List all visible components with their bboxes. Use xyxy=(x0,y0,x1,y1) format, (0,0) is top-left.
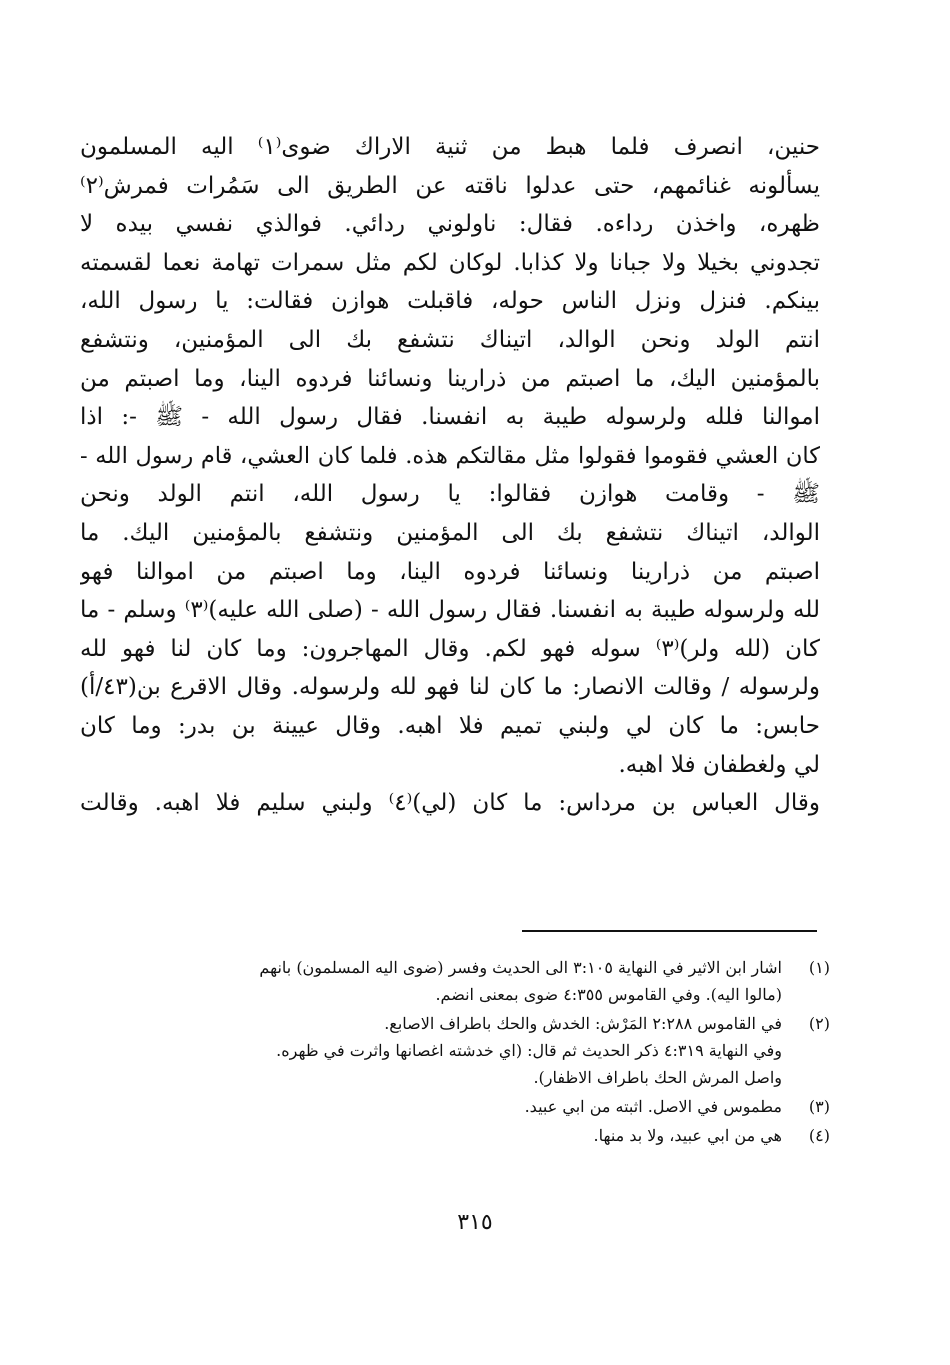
text-line: لله ولرسوله طيبة به انفسنا. فقال رسول الله - (صلى الله عليه)⁽٣⁾ وسلم - ما xyxy=(80,597,820,624)
footnote-number: (١) xyxy=(808,958,830,977)
text-line: اموالنا فلله ولرسوله طيبة به انفسنا. فقال رسول الله - ﷺ -: اذا xyxy=(80,404,820,431)
footnote-line: هي من ابي عبيد، ولا بد منها. xyxy=(593,1126,782,1145)
footnote-number: (٣) xyxy=(808,1097,830,1116)
page-number: ٣١٥ xyxy=(457,1210,493,1235)
footnote-line: مطموس في الاصل. اثبته من ابي عبيد. xyxy=(524,1097,782,1116)
footnote-3 xyxy=(150,1093,830,1120)
text-line: اصبتم من ذرارينا ونسائنا فردوه الينا، وما اصبتم من اموالنا فهو xyxy=(80,558,820,585)
text-line: حنين، انصرف فلما هبط من ثنية الاراك ضوى⁽١⁾ اليه المسلمون xyxy=(80,134,820,160)
text-line: الوالد، اتيناك نتشفع بك الى المؤمنين ونتشفع بالمؤمنين اليك. ما xyxy=(80,519,820,546)
text-line: يسألونه غنائمهم، حتى عدلوا ناقته عن الطريق الى سَمُرات فمرش⁽٢⁾ xyxy=(80,172,820,199)
text-line: كان (لله ولر)⁽٣⁾ سوله فهو لكم. وقال المهاجرون: وما كان لنا فهو لله xyxy=(80,635,820,662)
footnote-line: اشار ابن الاثير في النهاية ٣:١٠٥ الى الحديث وفسر (ضوى اليه المسلمون) بانهم xyxy=(259,958,782,977)
footnote-number: (٤) xyxy=(808,1126,830,1145)
footnote-line: واصل المرش الحك باطراف الاظفار). xyxy=(533,1068,782,1087)
text-line: انتم الولد ونحن الوالد، اتيناك نتشفع بك الى المؤمنين، ونتشفع xyxy=(80,326,820,353)
text-line: بالمؤمنين اليك، ما اصبتم من ذرارينا ونسائنا فردوه الينا، وما اصبتم من xyxy=(80,365,820,392)
footnotes xyxy=(150,954,830,1151)
footnote-2 xyxy=(150,1010,830,1091)
footnote-divider xyxy=(522,930,817,932)
footnote-line: في القاموس ٢:٢٨٨ المَرْش: الخدش والحك باطراف الاصابع. xyxy=(384,1014,782,1033)
text-line: ﷺ - وقامت هوازن فقالوا: يا رسول الله، انتم الولد ونحن xyxy=(80,481,820,508)
footnote-line: (مالوا اليه). وفي القاموس ٤:٣٥٥ ضوى بمعنى انضم. xyxy=(435,985,782,1004)
text-line: تجدوني بخيلا ولا جبانا ولا كذابا. لوكان لكم مثل سمرات تهامة نعما لقسمته xyxy=(80,249,820,276)
main-text xyxy=(80,128,820,823)
text-line: حابس: ما كان لي ولبني تميم فلا اهبه. وقال عيينة بن بدر: وما كان xyxy=(80,712,820,739)
footnote-1 xyxy=(150,954,830,1008)
text-line: ولرسوله / وقالت الانصار: ما كان لنا فهو لله ولرسوله. وقال الاقرع بن(٤٣/أ) xyxy=(80,674,820,701)
text-line: لي ولغطفان فلا اهبه. xyxy=(618,751,820,778)
text-line: ظهره، واخذن رداءه. فقال: ناولوني ردائي. فوالذي نفسي بيده لا xyxy=(80,211,820,238)
text-line: بينكم. فنزل ونزل الناس حوله، فاقبلت هوازن فقالت: يا رسول الله، xyxy=(80,288,820,315)
text-line: وقال العباس بن مرداس: ما كان (لي)⁽٤⁾ ولبني سليم فلا اهبه. وقالت xyxy=(80,790,820,817)
footnote-4 xyxy=(150,1122,830,1149)
footnote-number: (٢) xyxy=(808,1014,830,1033)
text-line: كان العشي فقوموا فقولوا مثل مقالتكم هذه. فلما كان العشي، قام رسول الله - xyxy=(80,442,820,469)
footnote-line: وفي النهاية ٤:٣١٩ ذكر الحديث ثم قال: (اي خدشته اغصانها واثرت في ظهره. xyxy=(276,1041,782,1060)
